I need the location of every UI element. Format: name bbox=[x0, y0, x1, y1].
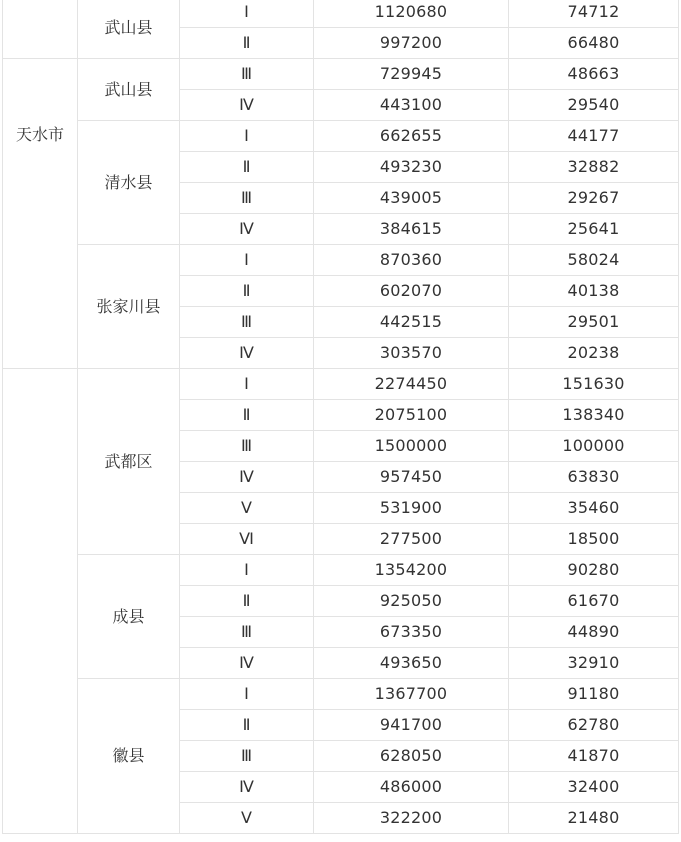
grade-cell bbox=[180, 617, 314, 648]
value-b-cell-text: 21480 bbox=[567, 808, 620, 827]
value-b-cell-text: 32882 bbox=[567, 157, 620, 176]
value-b-cell bbox=[509, 648, 679, 679]
value-a-cell bbox=[314, 679, 509, 710]
grade-cell-text: Ⅳ bbox=[239, 467, 254, 486]
value-b-cell-text: 90280 bbox=[567, 560, 620, 579]
grade-cell-text: Ⅳ bbox=[239, 95, 254, 114]
value-b-cell bbox=[509, 710, 679, 741]
value-a-cell-text: 442515 bbox=[379, 312, 443, 331]
value-a-cell bbox=[314, 307, 509, 338]
value-a-cell bbox=[314, 803, 509, 834]
value-b-cell-text: 61670 bbox=[567, 591, 620, 610]
value-b-cell-text: 29540 bbox=[567, 95, 620, 114]
grade-cell bbox=[180, 772, 314, 803]
value-b-cell-text: 100000 bbox=[562, 436, 625, 455]
value-b-cell bbox=[509, 524, 679, 555]
value-b-cell-text: 29267 bbox=[567, 188, 620, 207]
value-a-cell bbox=[314, 431, 509, 462]
grade-cell bbox=[180, 555, 314, 586]
value-b-cell bbox=[509, 90, 679, 121]
value-a-cell-text: 602070 bbox=[379, 281, 443, 300]
value-b-cell bbox=[509, 28, 679, 59]
value-b-cell bbox=[509, 772, 679, 803]
grade-cell-text: Ⅲ bbox=[240, 746, 253, 765]
grade-cell-text: Ⅴ bbox=[241, 498, 252, 517]
value-b-cell bbox=[509, 741, 679, 772]
value-a-cell bbox=[314, 121, 509, 152]
value-a-cell-text: 493650 bbox=[379, 653, 443, 672]
county-cell bbox=[78, 121, 180, 245]
grade-cell-text: Ⅱ bbox=[242, 157, 251, 176]
county-cell bbox=[78, 555, 180, 679]
grade-cell bbox=[180, 121, 314, 152]
grade-cell-text: Ⅰ bbox=[244, 250, 249, 269]
grade-cell bbox=[180, 741, 314, 772]
value-b-cell-text: 20238 bbox=[567, 343, 620, 362]
value-a-cell bbox=[314, 524, 509, 555]
value-b-cell bbox=[509, 803, 679, 834]
county-cell bbox=[78, 679, 180, 834]
value-a-cell-text: 997200 bbox=[379, 33, 443, 52]
value-b-cell bbox=[509, 555, 679, 586]
value-b-cell bbox=[509, 617, 679, 648]
value-a-cell bbox=[314, 59, 509, 90]
grade-cell bbox=[180, 307, 314, 338]
value-a-cell bbox=[314, 400, 509, 431]
value-a-cell-text: 1367700 bbox=[374, 684, 448, 703]
grade-cell-text: Ⅳ bbox=[239, 343, 254, 362]
value-b-cell bbox=[509, 214, 679, 245]
value-a-cell-text: 303570 bbox=[379, 343, 443, 362]
grade-cell bbox=[180, 0, 314, 28]
grade-cell bbox=[180, 276, 314, 307]
grade-cell bbox=[180, 59, 314, 90]
grade-cell-text: Ⅲ bbox=[240, 188, 253, 207]
grade-cell bbox=[180, 493, 314, 524]
value-b-cell-text: 44177 bbox=[567, 126, 620, 145]
county-cell bbox=[78, 0, 180, 59]
grade-cell-text: Ⅰ bbox=[244, 684, 249, 703]
value-a-cell-text: 493230 bbox=[379, 157, 443, 176]
value-b-cell bbox=[509, 679, 679, 710]
value-a-cell-text: 443100 bbox=[379, 95, 443, 114]
value-a-cell-text: 439005 bbox=[379, 188, 443, 207]
value-a-cell-text: 322200 bbox=[379, 808, 443, 827]
value-a-cell-text: 1354200 bbox=[374, 560, 448, 579]
value-a-cell bbox=[314, 617, 509, 648]
value-a-cell bbox=[314, 245, 509, 276]
city-cell bbox=[2, 0, 78, 59]
value-a-cell bbox=[314, 0, 509, 28]
value-a-cell bbox=[314, 338, 509, 369]
value-b-cell-text: 58024 bbox=[567, 250, 620, 269]
value-a-cell-text: 486000 bbox=[379, 777, 443, 796]
value-a-cell-text: 673350 bbox=[379, 622, 443, 641]
value-a-cell bbox=[314, 555, 509, 586]
value-b-cell bbox=[509, 152, 679, 183]
value-b-cell bbox=[509, 493, 679, 524]
value-b-cell bbox=[509, 431, 679, 462]
grade-cell bbox=[180, 803, 314, 834]
grade-cell-text: Ⅲ bbox=[240, 436, 253, 455]
value-a-cell bbox=[314, 586, 509, 617]
grade-cell-text: Ⅱ bbox=[242, 715, 251, 734]
value-a-cell bbox=[314, 90, 509, 121]
county-cell-text: 武山县 bbox=[104, 17, 153, 37]
value-b-cell-text: 91180 bbox=[567, 684, 620, 703]
value-a-cell bbox=[314, 772, 509, 803]
grade-cell-text: Ⅳ bbox=[239, 777, 254, 796]
value-b-cell-text: 66480 bbox=[567, 33, 620, 52]
value-b-cell-text: 44890 bbox=[567, 622, 620, 641]
value-b-cell bbox=[509, 121, 679, 152]
grade-cell-text: Ⅴ bbox=[241, 808, 252, 827]
value-a-cell bbox=[314, 152, 509, 183]
value-a-cell bbox=[314, 28, 509, 59]
value-b-cell-text: 40138 bbox=[567, 281, 620, 300]
value-b-cell-text: 62780 bbox=[567, 715, 620, 734]
county-cell-text: 徽县 bbox=[112, 746, 145, 765]
city-cell bbox=[2, 369, 78, 834]
value-b-cell-text: 151630 bbox=[562, 374, 625, 393]
value-b-cell-text: 41870 bbox=[567, 746, 620, 765]
value-b-cell bbox=[509, 338, 679, 369]
grade-cell-text: Ⅰ bbox=[244, 2, 249, 21]
grade-cell bbox=[180, 338, 314, 369]
grade-cell bbox=[180, 245, 314, 276]
county-cell-text: 武都区 bbox=[104, 451, 153, 471]
grade-cell-text: Ⅳ bbox=[239, 653, 254, 672]
grade-cell bbox=[180, 152, 314, 183]
grade-cell-text: Ⅱ bbox=[242, 281, 251, 300]
value-b-cell bbox=[509, 183, 679, 214]
value-a-cell-text: 925050 bbox=[379, 591, 443, 610]
value-a-cell bbox=[314, 183, 509, 214]
city-cell bbox=[2, 59, 78, 369]
value-b-cell-text: 32910 bbox=[567, 653, 620, 672]
grade-cell-text: Ⅳ bbox=[239, 219, 254, 238]
value-a-cell bbox=[314, 369, 509, 400]
value-a-cell-text: 957450 bbox=[379, 467, 443, 486]
value-b-cell bbox=[509, 586, 679, 617]
value-b-cell bbox=[509, 307, 679, 338]
county-cell-text: 武山县 bbox=[104, 79, 153, 99]
value-a-cell bbox=[314, 462, 509, 493]
value-a-cell-text: 941700 bbox=[379, 715, 443, 734]
value-b-cell-text: 18500 bbox=[567, 529, 620, 548]
grade-cell bbox=[180, 710, 314, 741]
value-b-cell bbox=[509, 369, 679, 400]
value-a-cell-text: 628050 bbox=[379, 746, 443, 765]
county-cell bbox=[78, 59, 180, 121]
value-a-cell-text: 662655 bbox=[379, 126, 443, 145]
grade-cell-text: Ⅰ bbox=[244, 374, 249, 393]
grade-cell-text: Ⅰ bbox=[244, 560, 249, 579]
grade-cell bbox=[180, 648, 314, 679]
value-a-cell bbox=[314, 648, 509, 679]
value-b-cell-text: 138340 bbox=[562, 405, 625, 424]
value-a-cell-text: 2075100 bbox=[374, 405, 448, 424]
value-a-cell-text: 870360 bbox=[379, 250, 443, 269]
value-b-cell-text: 25641 bbox=[567, 219, 620, 238]
grade-cell bbox=[180, 431, 314, 462]
value-a-cell-text: 729945 bbox=[379, 64, 443, 83]
value-b-cell-text: 32400 bbox=[567, 777, 620, 796]
value-b-cell bbox=[509, 462, 679, 493]
value-a-cell-text: 384615 bbox=[379, 219, 443, 238]
value-b-cell bbox=[509, 59, 679, 90]
grade-cell-text: Ⅱ bbox=[242, 591, 251, 610]
value-b-cell-text: 29501 bbox=[567, 312, 620, 331]
value-b-cell bbox=[509, 276, 679, 307]
value-a-cell bbox=[314, 710, 509, 741]
grade-cell bbox=[180, 183, 314, 214]
grade-cell-text: Ⅰ bbox=[244, 126, 249, 145]
value-a-cell-text: 1120680 bbox=[374, 2, 448, 21]
value-a-cell bbox=[314, 214, 509, 245]
value-b-cell-text: 74712 bbox=[567, 2, 620, 21]
grade-cell-text: Ⅱ bbox=[242, 405, 251, 424]
value-b-cell bbox=[509, 400, 679, 431]
value-a-cell-text: 531900 bbox=[379, 498, 443, 517]
value-a-cell bbox=[314, 493, 509, 524]
grade-cell-text: Ⅲ bbox=[240, 622, 253, 641]
value-a-cell-text: 277500 bbox=[379, 529, 443, 548]
grade-cell bbox=[180, 586, 314, 617]
value-b-cell-text: 48663 bbox=[567, 64, 620, 83]
value-a-cell bbox=[314, 741, 509, 772]
grade-cell-text: Ⅲ bbox=[240, 312, 253, 331]
value-a-cell-text: 1500000 bbox=[374, 436, 448, 455]
value-b-cell-text: 35460 bbox=[567, 498, 620, 517]
grade-cell bbox=[180, 90, 314, 121]
value-b-cell bbox=[509, 245, 679, 276]
grade-cell-text: Ⅱ bbox=[242, 33, 251, 52]
value-a-cell bbox=[314, 276, 509, 307]
value-a-cell-text: 2274450 bbox=[374, 374, 448, 393]
county-cell-text: 张家川县 bbox=[96, 296, 161, 316]
grade-cell bbox=[180, 679, 314, 710]
grade-cell bbox=[180, 214, 314, 245]
county-cell-text: 清水县 bbox=[104, 172, 153, 192]
value-b-cell bbox=[509, 0, 679, 28]
grade-cell bbox=[180, 524, 314, 555]
grade-cell bbox=[180, 400, 314, 431]
county-cell-text: 成县 bbox=[112, 606, 145, 626]
grade-cell-text: Ⅲ bbox=[240, 64, 253, 83]
grade-cell-text: Ⅵ bbox=[239, 529, 254, 548]
county-cell bbox=[78, 245, 180, 369]
value-b-cell-text: 63830 bbox=[567, 467, 620, 486]
county-cell bbox=[78, 369, 180, 555]
grade-cell bbox=[180, 462, 314, 493]
grade-cell bbox=[180, 28, 314, 59]
city-cell-text: 天水市 bbox=[15, 125, 64, 144]
grade-cell bbox=[180, 369, 314, 400]
